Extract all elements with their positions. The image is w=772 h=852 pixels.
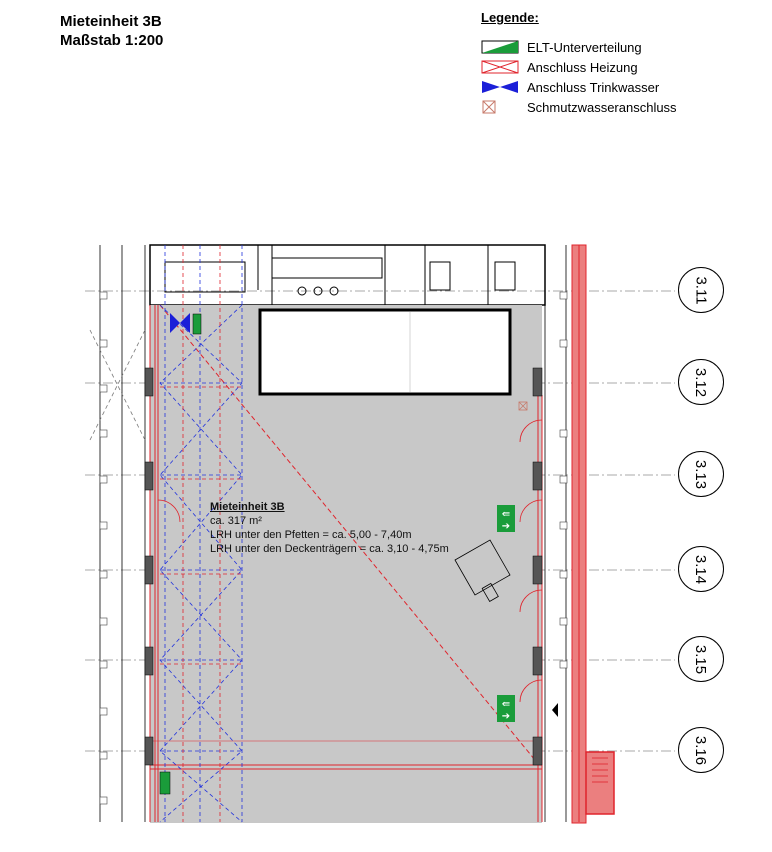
emergency-exit-sign-lower (497, 695, 515, 722)
svg-text:⇚: ⇚ (501, 699, 511, 710)
sanitary-rooms (150, 245, 545, 305)
legend-title: Legende: (481, 10, 539, 25)
unit-title: Mieteinheit 3B (60, 13, 162, 30)
staircase (586, 752, 614, 814)
axis-label: 3.16 (692, 735, 710, 765)
axis-label: 3.14 (692, 554, 710, 584)
legend-label-water: Anschluss Trinkwasser (527, 79, 660, 95)
legend-label-heating: Anschluss Heizung (527, 59, 638, 75)
elt-distribution-marker-top (193, 314, 201, 334)
red-exterior-wall (572, 245, 586, 823)
axis-bubble-3-16 (678, 727, 724, 773)
column-markers (100, 292, 107, 804)
legend-label-wastewater: Schmutzwasseranschluss (527, 99, 677, 115)
axis-bubble-3-13 (678, 451, 724, 497)
axis-label: 3.13 (692, 459, 710, 489)
legend-label-elt: ELT-Unterverteilung (527, 39, 642, 55)
unit-height-girders: LRH unter den Deckenträgern = ca. 3,10 - 4,75m (210, 543, 449, 555)
elt-distribution-marker-bottom (160, 772, 170, 794)
svg-text:➔: ➔ (501, 521, 511, 532)
unit-area: ca. 317 m² (210, 515, 262, 527)
unit-floor (150, 305, 542, 823)
svg-text:➔: ➔ (501, 711, 511, 722)
svg-text:⇚: ⇚ (501, 509, 511, 520)
axis-label: 3.12 (692, 367, 710, 397)
axis-bubble-3-11 (678, 267, 724, 313)
axis-label: 3.11 (692, 275, 710, 305)
scale-label: Maßstab 1:200 (60, 32, 164, 49)
emergency-exit-sign-upper (497, 505, 515, 532)
unit-info (210, 500, 449, 556)
axis-label: 3.15 (692, 644, 710, 674)
axis-bubble-3-12 (678, 359, 724, 405)
left-corridor (90, 245, 145, 822)
arrow-marker-icon (552, 703, 558, 717)
right-corridor (545, 245, 566, 822)
unit-height-purlins: LRH unter den Pfetten = ca. 5,00 - 7,40m (210, 529, 412, 541)
axis-bubble-3-14 (678, 546, 724, 592)
axis-bubble-3-15 (678, 636, 724, 682)
unit-name: Mieteinheit 3B (210, 501, 285, 513)
